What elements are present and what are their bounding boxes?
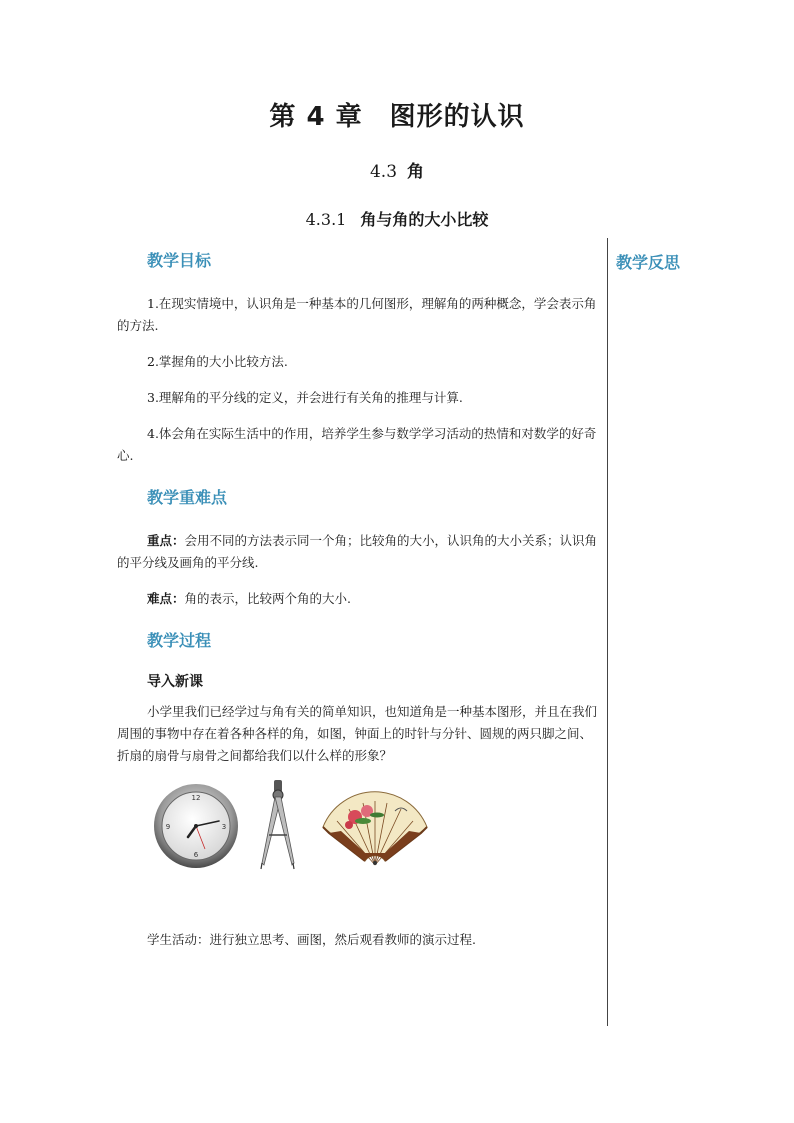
objective-item-1: 1.在现实情境中，认识角是一种基本的几何图形，理解角的两种概念，学会表示角的方法. — [117, 296, 597, 333]
clock-image — [153, 783, 239, 869]
difficult-text: 角的表示，比较两个角的大小. — [184, 591, 351, 606]
compass-image — [255, 779, 301, 871]
fan-image — [319, 787, 431, 867]
reflection-heading: 教学反思 — [616, 253, 681, 272]
subsection-number: 4.3.1 — [305, 210, 347, 229]
section-name: 角 — [407, 162, 425, 182]
intro-paragraph: 小学里我们已经学过与角有关的简单知识，也知道角是一种基本图形，并且在我们周围的事物中存在着各种各样的角，如图，钟面上的时针与分针、圆规的两只脚之间、折扇的扇骨与扇骨之间都给我们以什么样的形象？ — [117, 704, 598, 763]
intro-heading: 导入新课 — [147, 674, 203, 690]
difficult-point — [117, 588, 604, 610]
main-column — [117, 248, 604, 951]
objective-item-4: 4.体会角在实际生活中的作用，培养学生参与数学学习活动的热情和对数学的好奇心. — [117, 426, 597, 463]
student-activity: 学生活动：进行独立思考、画图，然后观看教师的演示过程. — [147, 932, 476, 947]
key-point — [117, 530, 604, 574]
clock-number-6: 6 — [193, 851, 199, 859]
section-title — [0, 157, 794, 182]
subsection-name: 角与角的大小比较 — [360, 210, 489, 229]
column-divider — [607, 238, 608, 1026]
process-heading: 教学过程 — [147, 631, 212, 650]
clock-number-3: 3 — [221, 823, 227, 831]
objective-item-3: 3.理解角的平分线的定义，并会进行有关角的推理与计算. — [147, 390, 463, 405]
key-label: 重点： — [147, 533, 185, 548]
objectives-heading: 教学目标 — [147, 251, 212, 270]
chapter-title: 第 4 章 图形的认识 — [269, 102, 525, 132]
subsection-title — [0, 207, 794, 230]
illustrations — [117, 779, 604, 879]
objective-item-2: 2.掌握角的大小比较方法. — [147, 354, 288, 369]
clock-number-9: 9 — [165, 823, 171, 831]
difficult-label: 难点： — [147, 591, 185, 606]
keypoints-heading: 教学重难点 — [147, 488, 228, 507]
clock-number-12: 12 — [191, 794, 201, 802]
key-text: 会用不同的方法表示同一个角；比较角的大小，认识角的大小关系；认识角的平分线及画角的平分线. — [117, 533, 598, 570]
section-number: 4.3 — [369, 162, 398, 182]
